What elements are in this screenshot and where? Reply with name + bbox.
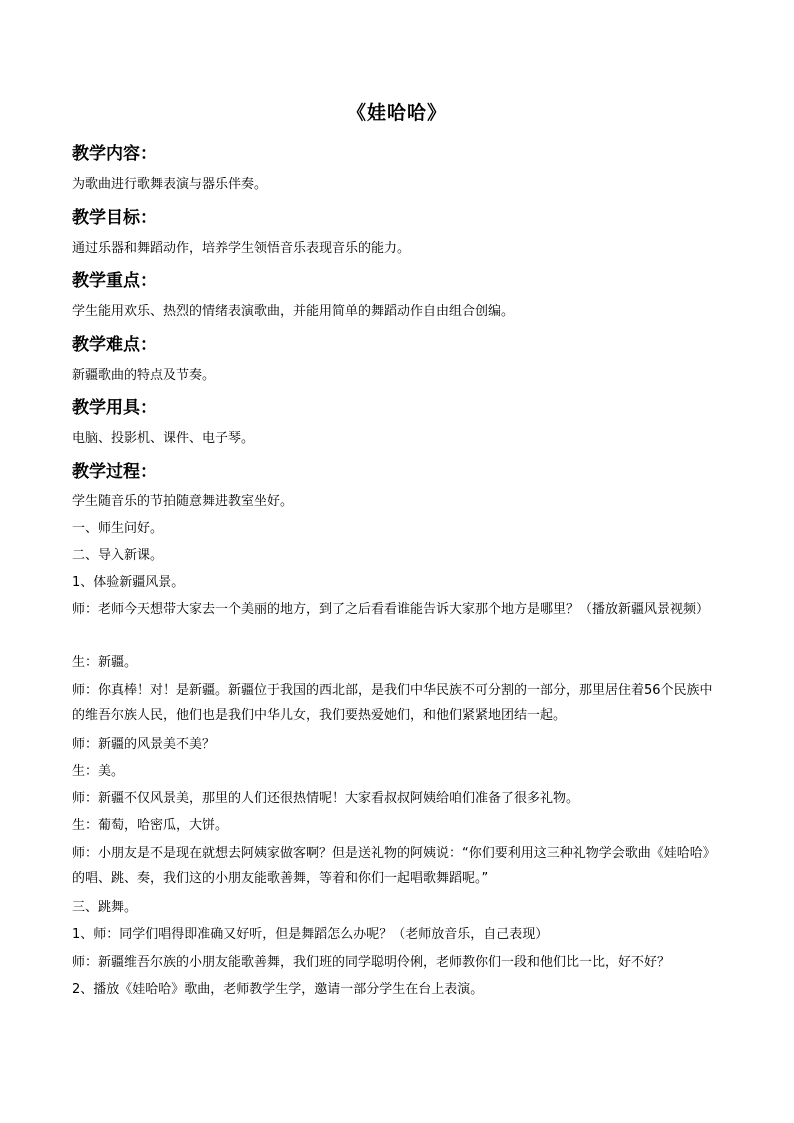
process-line: 师：新疆不仅风景美，那里的人们还很热情呢！大家看叔叔阿姨给咱们准备了很多礼物。: [72, 791, 580, 806]
goals-text: 通过乐器和舞蹈动作，培养学生领悟音乐表现音乐的能力。: [72, 241, 411, 256]
content-text: 为歌曲进行歌舞表演与器乐伴奏。: [72, 177, 268, 192]
process-line: 二、导入新课。: [72, 548, 164, 563]
heading-tools: 教学用具：: [72, 398, 157, 418]
heading-difficulties: 教学难点：: [72, 335, 157, 355]
heading-goals: 教学目标：: [72, 208, 157, 228]
process-line: 师：新疆维吾尔族的小朋友能歌善舞，我们班的同学聪明伶俐，老师教你们一段和他们比一比，好不好？: [72, 955, 671, 970]
process-line: 生：葡萄，哈密瓜，大饼。: [72, 818, 229, 833]
heading-content: 教学内容：: [72, 144, 157, 164]
process-line: 三、跳舞。: [72, 900, 138, 915]
process-line: 1、师：同学们唱得即准确又好听，但是舞蹈怎么办呢？（老师放音乐，自己表现）: [72, 927, 549, 942]
tools-text: 电脑、投影机、课件、电子琴。: [72, 431, 255, 446]
process-line: 生：新疆。: [72, 655, 138, 670]
process-line: 师：小朋友是不是现在就想去阿姨家做客啊？但是送礼物的阿姨说：“你们要利用这三种礼物学会歌曲《娃哈哈》的唱、跳、奏，我们这的小朋友能歌善舞，等着和你们一起唱歌舞蹈呢。”: [72, 846, 716, 886]
process-line: 师：你真棒！对！是新疆。新疆位于我国的西北部，是我们中华民族不可分割的一部分，那里居住着56个民族中的维吾尔族人民，他们也是我们中华儿女，我们要热爱她们，和他们紧紧地团结一起。: [72, 683, 713, 723]
heading-process: 教学过程：: [72, 462, 157, 482]
process-line: 学生随音乐的节拍随意舞进教室坐好。: [72, 494, 294, 509]
process-line: 一、师生问好。: [72, 521, 164, 536]
difficulties-text: 新疆歌曲的特点及节奏。: [72, 368, 216, 383]
process-line: 生：美。: [72, 764, 125, 779]
heading-key-points: 教学重点：: [72, 271, 157, 291]
process-line: 2、播放《娃哈哈》歌曲，老师教学生学，邀请一部分学生在台上表演。: [72, 982, 484, 997]
process-line: 师：老师今天想带大家去一个美丽的地方，到了之后看看谁能告诉大家那个地方是哪里？（播放新疆风景视频）: [72, 602, 710, 617]
process-line: 师：新疆的风景美不美？: [72, 737, 216, 752]
key-points-text: 学生能用欢乐、热烈的情绪表演歌曲，并能用简单的舞蹈动作自由组合创编。: [72, 304, 515, 319]
process-line: 1、体验新疆风景。: [72, 575, 185, 590]
document-title: 《娃哈哈》: [346, 102, 447, 124]
